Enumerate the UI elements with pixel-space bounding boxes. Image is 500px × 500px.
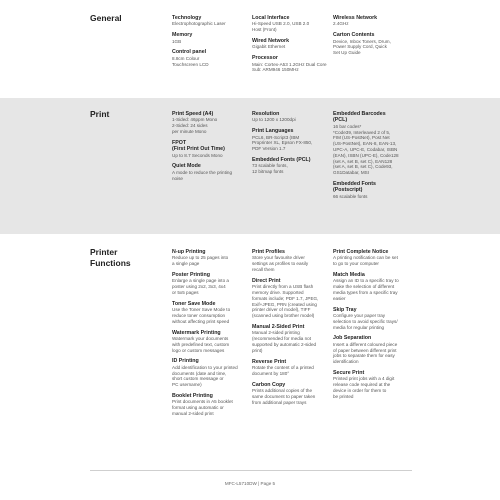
functions-col-1	[172, 249, 250, 422]
general-col-1	[172, 15, 250, 72]
spec-heading: Secure Print	[333, 369, 365, 376]
spec-item	[172, 272, 250, 296]
spec-text-line: without affecting print speed	[172, 318, 230, 324]
spec-item	[333, 15, 411, 27]
spec-heading-line-2: (PCL)	[333, 117, 348, 124]
spec-heading-line-2: (First Print Out Time)	[172, 146, 225, 153]
general-title: General	[90, 13, 122, 23]
spec-text-line: documents (date and time,	[172, 370, 227, 376]
spec-item	[333, 111, 411, 176]
spec-text-line: Electrophotographic Laser	[172, 21, 226, 27]
spec-item	[333, 32, 411, 56]
spec-item	[333, 335, 411, 365]
spec-text-line: Gigabit Ethernet	[252, 44, 286, 50]
spec-heading: Skip Tray	[333, 306, 357, 313]
spec-text-line: short custom message or	[172, 376, 224, 382]
spec-text-line: per minute Mono	[172, 129, 207, 134]
spec-heading: Reverse Print	[252, 358, 287, 365]
spec-text-line: (set A, set B, set C), EAN128	[333, 158, 393, 164]
spec-text-line: 12 bitmap fonts	[252, 169, 284, 175]
functions-title-line-2: Functions	[90, 257, 131, 268]
spec-text-line: of paper between different print	[333, 347, 397, 353]
spec-text-line: Insert a different coloured piece	[333, 341, 398, 347]
spec-text-line: PCL6, BR-Script3 (IBM	[252, 134, 300, 140]
spec-heading: N-up Printing	[172, 249, 206, 255]
spec-heading: Carton Contents	[333, 32, 375, 39]
spec-heading: Technology	[172, 15, 202, 21]
general-section	[0, 0, 500, 96]
spec-text-line: release code required at the	[333, 382, 391, 388]
general-col-2	[252, 15, 330, 78]
spec-text-line: identification	[333, 359, 359, 365]
spec-text-line: Device, Inbox Toners, Drum,	[333, 38, 391, 44]
spec-item	[252, 249, 330, 273]
spec-text-line: Proprinter XL, Epson FX-850,	[252, 140, 313, 146]
spec-text-line: Manual 2-sided printing	[252, 330, 300, 336]
spec-text-line: Host (Front)	[252, 27, 277, 33]
spec-text-line: memory drive. Supported	[252, 290, 304, 295]
spec-text-line: print)	[252, 347, 263, 353]
spec-text-line: 2.4GHz	[333, 21, 349, 27]
spec-text-line: document by 180°	[252, 370, 290, 376]
spec-item	[333, 249, 411, 267]
spec-text-line: supported by automatic 2-sided	[252, 341, 317, 347]
spec-text-line: Use the Toner Save Mode to	[172, 307, 231, 313]
spec-heading: Booklet Printing	[172, 392, 213, 399]
spec-heading: Match Media	[333, 272, 365, 278]
spec-text-line: *Code39, Interleaved 2 of 5,	[333, 129, 391, 135]
functions-col-3	[333, 249, 411, 405]
spec-text-line: Printed print jobs with a 4 digit	[333, 376, 395, 382]
spec-text-line: printer driver of model), TIFF	[252, 307, 311, 313]
spec-text-line: PDF Version 1.7	[252, 146, 286, 152]
spec-heading: Resolution	[252, 111, 280, 117]
spec-text-line: Assign an ID to a specific tray to	[333, 278, 399, 284]
spec-heading: Embedded Fonts	[333, 180, 376, 187]
functions-col-2	[252, 249, 330, 410]
functions-section	[0, 236, 500, 468]
spec-heading: FPOT	[172, 139, 187, 146]
spec-heading: Carbon Copy	[252, 381, 286, 388]
spec-text-line: media for regular printing	[333, 324, 385, 330]
spec-text-line: formats include; PDF 1.7, JPEG,	[252, 295, 319, 301]
spec-text-line: Rotate the content of a printed	[252, 364, 314, 370]
spec-text-line: manual 2-sided print	[172, 410, 214, 416]
spec-text-line: Add identification to your printed	[172, 364, 238, 370]
spec-item	[172, 358, 250, 388]
spec-text-line: from additional paper trays	[252, 399, 307, 405]
general-col-3	[333, 15, 411, 61]
spec-text-line: settings as profiles to easily	[252, 261, 309, 267]
spec-text-line: Prints additional copies of the	[252, 387, 313, 393]
spec-item	[172, 301, 250, 325]
spec-text-line: 66 scalable fonts	[333, 193, 368, 199]
spec-item	[252, 111, 330, 123]
spec-heading: Memory	[172, 32, 193, 39]
spec-text-line: device in order for them to	[333, 387, 387, 393]
spec-text-line: Enlarge a single page into a	[172, 278, 229, 284]
print-section	[0, 98, 500, 234]
spec-item	[333, 370, 411, 400]
spec-text-line: to go to your computer	[333, 261, 379, 267]
spec-item	[172, 49, 250, 67]
spec-item	[333, 181, 411, 200]
spec-heading: Print Speed (A4)	[172, 111, 214, 117]
spec-text-line: 1GB	[172, 38, 182, 44]
spec-heading: Quiet Mode	[172, 163, 201, 170]
spec-text-line: FIM (US-PostNet), Post Net	[333, 135, 390, 141]
spec-heading: Print Profiles	[252, 249, 285, 255]
spec-item	[172, 111, 250, 135]
spec-item	[252, 359, 330, 377]
spec-item	[252, 128, 330, 152]
functions-title-line-1: Printer	[90, 247, 118, 257]
spec-item	[172, 249, 250, 267]
print-col-3	[333, 111, 411, 205]
spec-text-line: noise	[172, 175, 183, 181]
spec-text-line: Up to 8.7 Seconds Mono	[172, 152, 223, 158]
page-footer: MFC-L5710DW | Page 5	[224, 481, 276, 486]
spec-heading: Watermark Printing	[172, 329, 221, 336]
functions-title	[90, 247, 131, 268]
spec-heading: Embedded Fonts (PCL)	[252, 157, 311, 163]
spec-heading: Local Interface	[252, 15, 290, 21]
spec-text-line: jobs to separate them for easy	[333, 353, 395, 359]
spec-text-line: PC username)	[172, 382, 202, 388]
spec-item	[172, 140, 250, 159]
spec-text-line: (set A, set B, set C), Code93,	[333, 164, 393, 170]
spec-item	[252, 382, 330, 406]
spec-text-line: a single page	[172, 261, 200, 267]
spec-heading: Direct Print	[252, 277, 281, 284]
spec-text-line: Store your favourite driver	[252, 255, 305, 261]
spec-text-line: (scanned using brother model)	[252, 313, 315, 319]
spec-item	[172, 393, 250, 417]
spec-heading: Poster Printing	[172, 272, 210, 278]
spec-heading: Job Separation	[333, 335, 372, 342]
spec-text-line: Main: Cortex-A53 1.2GHz Dual Core	[252, 61, 327, 67]
spec-heading: ID Printing	[172, 358, 199, 365]
spec-item	[252, 157, 330, 175]
spec-text-line: (EAN), ISBN (UPC-E), Code128	[333, 152, 399, 158]
spec-item	[252, 55, 330, 73]
spec-text-line: UPC-A, UPC-E, Codabar, ISBN	[333, 147, 398, 152]
print-col-2	[252, 111, 330, 180]
spec-text-line: Print documents in A5 booklet	[172, 399, 233, 405]
spec-text-line: easier	[333, 295, 346, 301]
spec-item	[252, 324, 330, 354]
spec-heading: Manual 2-Sided Print	[252, 323, 305, 330]
spec-heading: Print Complete Notice	[333, 249, 389, 255]
spec-text-line: or 5x5 pages	[172, 290, 199, 295]
spec-item	[172, 32, 250, 44]
spec-item	[333, 272, 411, 302]
spec-heading: Print Languages	[252, 128, 294, 135]
spec-text-line: Watermark your documents	[172, 336, 229, 341]
spec-text-line: Print directly from a USB flash	[252, 284, 314, 290]
spec-text-line: Up to 1200 x 1200dpi	[252, 117, 296, 123]
spec-heading: Wired Network	[252, 38, 290, 44]
spec-text-line: same document to paper taken	[252, 393, 316, 399]
spec-text-line: Configure your paper tray	[333, 313, 386, 318]
spec-text-line: A mode to reduce the printing	[172, 169, 233, 175]
spec-heading: Embedded Barcodes	[333, 111, 386, 117]
spec-text-line: (recommended for media not	[252, 336, 311, 342]
spec-text-line: be printed	[333, 393, 354, 399]
spec-text-line: Exif+JPEG, PRN (created using	[252, 301, 317, 307]
spec-item	[333, 307, 411, 331]
spec-text-line: make the selection of different	[333, 284, 395, 290]
footer-divider	[90, 470, 412, 471]
spec-text-line: format using automatic or	[172, 405, 224, 411]
spec-text-line: GS1Databar, MSI	[333, 170, 370, 176]
spec-text-line: 2-Sided: 24 sides	[172, 123, 208, 129]
spec-text-line: reduce toner consumption	[172, 313, 226, 318]
spec-text-line: Hi-Speed USB 2.0, USB 2.0	[252, 21, 310, 27]
spec-item	[252, 15, 330, 33]
spec-heading: Processor	[252, 55, 278, 62]
print-col-1	[172, 111, 250, 186]
spec-item	[172, 330, 250, 354]
spec-text-line: recall them	[252, 267, 275, 272]
spec-item	[172, 163, 250, 181]
spec-text-line: Set Up Guide	[333, 50, 361, 56]
spec-item	[172, 15, 250, 27]
spec-text-line: with predefined text, custom	[172, 341, 230, 347]
spec-text-line: Power Supply Cord, Quick	[333, 44, 387, 50]
spec-text-line: 73 scalable fonts,	[252, 163, 288, 169]
spec-text-line: logo or custom messages	[172, 347, 225, 353]
spec-text-line: Sub: ARM946 150MHz	[252, 67, 299, 73]
spec-text-line: Reduce up to 25 pages into	[172, 255, 229, 261]
spec-text-line: selection to avoid specific trays/	[333, 318, 398, 324]
spec-text-line: 16 bar codes*	[333, 123, 362, 129]
spec-item	[252, 38, 330, 50]
spec-text-line: Touchscreen LCD	[172, 61, 209, 67]
spec-text-line: 1-Sided: 46ppm Mono	[172, 117, 218, 123]
spec-text-line: poster using 2x2, 3x3, 4x4	[172, 284, 226, 290]
spec-text-line: 8.8cm Colour	[172, 55, 200, 61]
spec-heading: Toner Save Mode	[172, 300, 216, 307]
spec-text-line: media types from a specific tray	[333, 290, 398, 295]
spec-item	[252, 278, 330, 319]
spec-heading: Wireless Network	[333, 15, 378, 21]
print-title: Print	[90, 109, 110, 119]
spec-heading: Control panel	[172, 49, 207, 56]
spec-heading-line-2: (Postscript)	[333, 187, 363, 194]
spec-text-line: A printing notification can be set	[333, 255, 398, 261]
spec-text-line: (US-PostNet), EAN-8, EAN-13,	[333, 141, 397, 147]
